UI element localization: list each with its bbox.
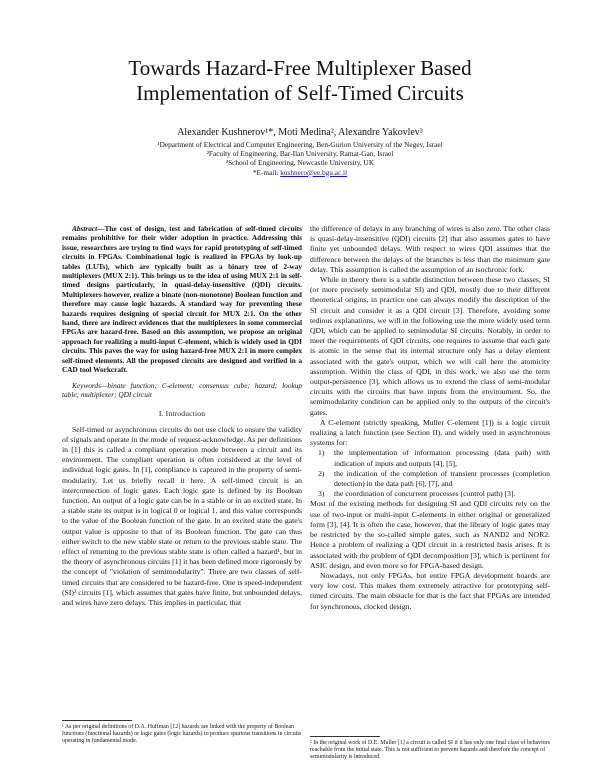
section-heading-introduction: I. Introduction <box>158 409 206 419</box>
author-names: Alexander Kushnerov¹*, Moti Medina², Alexandre Yakovlev³ <box>177 127 423 138</box>
right-paragraph-5: Nowadays, not only FPGAs, but entire FPGA development boards are very low cost. This makes them extremely attractive for prototyping self-timed circuits. The main obstacle for that is the fact that FPGAs are intended for synchronous, clocked design. <box>310 570 550 611</box>
abstract <box>62 224 302 375</box>
footnote-rule <box>310 736 380 737</box>
footnote-rule <box>62 720 132 721</box>
email-line <box>40 168 560 177</box>
list-text: the implementation of information processing (data path) with indication of inputs and outputs [4], [5], <box>334 448 550 468</box>
left-column <box>62 224 302 608</box>
list-text: the indication of the completion of transient processes (completion detection) in the data path [6], [7], and <box>334 468 550 489</box>
intro-paragraph-1: Self-timed or asynchronous circuits do not use clock to ensure the validity of signals and operate in the mode of request-acknowledge. As per definitions in [1] this is called a compliant operation mode between a circuit and its environment. The compliant operation is often considered at the level of individual logic gates. In [1], compliance is captured in the property of semi-modularity. Let us briefly recall it here. A self-timed circuit is an interconnection of logic gates. Each logic gate is defined by its Boolean function. An output of a logic gate can be in a stable or in an excited state. In a stable state its output is in logical 0 or logical 1, and this value corresponds to the value of the Boolean function of the gate. In an excited state the gate's output value is opposite to that of its Boolean function. The gate can thus either switch to the new stable state or return to the previous stable state. The effect of returning to the previous stable state is often called a hazard¹, but in the theory of asynchronous circuits [1] it has been defined more rigorously by the concept of "violation of semimodularity". There are two classes of self-timed circuits that are considered to be hazard-free. One is speed-independent (SI)² circuits [1], which assumes that gates have finite, but unbounded delays, and wires have zero delays. This implies in particular, that <box>62 424 302 607</box>
right-paragraph-1: the difference of delays in any branching of wires is also zero. The other class is quasi-delay-insensitive (QDI) circuits [2] that also assumes gates to have finite yet unbounded delays. With respect to wires QDI assumes that the difference between the delays of the branches is less than the minimum gate delay. This assumption is called the assumption of an isochronic fork. <box>310 224 550 274</box>
affiliation-1: ¹Department of Electrical and Computer Engineering, Ben-Gurion University of the Negev, Israel <box>157 140 443 149</box>
list-item <box>310 448 550 468</box>
uses-list <box>310 448 550 499</box>
right-column <box>310 224 550 612</box>
author-block <box>40 127 560 177</box>
title-line-1: Towards Hazard-Free Multiplexer Based <box>128 56 472 80</box>
title-line-2: Implementation of Self-Timed Circuits <box>136 81 464 105</box>
footnote-2: ² In the original work of D.E. Muller [1] a circuit is called SI if it has only one final class of behaviors reachable from the initial state. This is not sufficient to prevent hazards and therefore the concept of semimodularity is introduced. <box>310 740 550 760</box>
list-number: 1) <box>318 448 325 458</box>
list-item <box>310 469 550 489</box>
footnote-left <box>62 720 302 745</box>
abstract-label: Abstract <box>72 224 98 233</box>
affiliation-3: ³School of Engineering, Newcastle University, UK <box>225 158 375 168</box>
right-paragraph-4: Most of the existing methods for designing SI and QDI circuits rely on the use of two-input or multi-input C-elements in either original or generalized form [3], [4]. It is often the case, however, that the library of logic gates may be restricted by the so-called simple gates, such as NAND2 and NOR2. Hence a problem of realizing a QDI circuit in a restricted basis arises. It is associated with the problem of QDI decomposition [3], which is pertinent for ASIC design, and even more so for FPGA-based design. <box>310 499 550 570</box>
right-paragraph-2: While in theory there is a subtle distinction between these two classes, SI (or more precisely semimodular SI) and QDI, mostly due to their different theoretical origins, in practice one can always modify the description of the SI circuit and consider it as a QDI circuit [3]. Therefore, avoiding some tedious explanations, we will in the following use the more widely used term QDI, which can be applied to semimodular SI circuits. Notably, in order to meet the requirements of QDI circuits, one requires to assume that each gate is atomic in the sense that its internal structure only has a delay element associated with the gate's output, which we will call here the atomicity assumption. Within the class of QDI, in this work, we also use the term output-persistence [3], which allows us to extend the class of semi-modular circuits with the circuits that have inputs from the environment. So, the semimodularity condition can be applied only to the outputs of the circuit's gates. <box>310 275 550 417</box>
list-text: the coordination of concurrent processes (control path) [3]. <box>334 489 516 499</box>
footnote-right <box>310 736 550 761</box>
paper-title <box>40 56 560 106</box>
list-item <box>310 489 550 499</box>
keywords: Keywords—binate function; C-element; consensus cube; hazard; lookup table; multiplexer; QDI circuit <box>62 380 302 399</box>
email-label: *E-mail: <box>252 167 281 177</box>
footnote-1: ¹ As per original definitions of D.A. Huffman [12] hazards are linked with the property of Boolean functions (functional hazards) or logic gates (logic hazards) to produce spurious transitions in circuits operating in fundamental mode. <box>62 724 302 744</box>
abstract-text: —The cost of design, test and fabrication of self-timed circuits remains prohibitive for their wider adoption in practice. Addressing this issue, researchers are trying to find ways for rapid prototyping of self-timed circuits in FPGAs. Combinational logic is realized in FPGAs by look-up tables (LUTs), which are typically built as a binary tree of 2-way multiplexers (MUX 2:1). This brings us to the idea of using MUX 2:1 in self-timed designs particularly, in quasi-delay-insensitive (QDI) circuits. Multiplexers however, realize a binate (non-monotone) Boolean function and therefore may cause logic hazards. A standard way for preventing these hazards requires designing of special circuit for MUX 2:1. On the other hand, there are indirect evidences that the multiplexers in some commercial FPGAs are hazard-free. Based on this assumption, we propose an original approach for realizing a multi-input C-element, which is widely used in QDI circuits. This paves the way for using hazard-free MUX 2:1 in more complex self-timed elements. All the proposed circuits are designed and verified in a CAD tool Workcraft. <box>62 224 302 375</box>
email-link[interactable]: kushnero@ee.bgu.ac.il <box>280 167 348 177</box>
right-paragraph-3: A C-element (strictly speaking, Muller C-element [1]) is a logic circuit realizing a latch function (see Section II), and widely used in asynchronous systems for: <box>310 417 550 448</box>
list-number: 2) <box>318 468 325 478</box>
list-number: 3) <box>318 489 325 499</box>
affiliation-2: ²Faculty of Engineering, Bar-Ilan University, Ramat-Gan, Israel <box>206 149 394 159</box>
